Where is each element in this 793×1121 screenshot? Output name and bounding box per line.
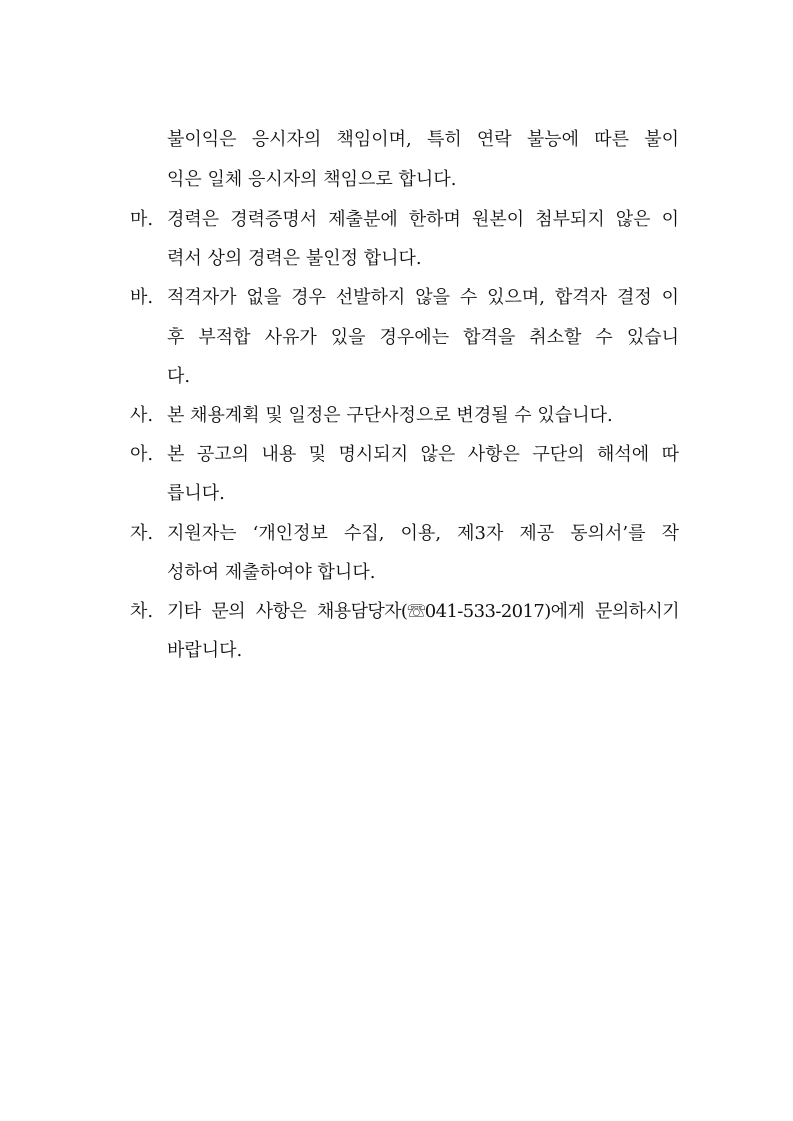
notice-text: 지원자는 ‘개인정보 수집, 이용, 제3자 제공 동의서’를 작: [167, 523, 679, 544]
notice-text: 성하여 제출하여야 합니다.: [167, 562, 376, 583]
notice-text: 릅니다.: [167, 483, 225, 504]
notice-text: 적격자가 없을 경우 선발하지 않을 수 있으며, 합격자 결정 이: [167, 287, 679, 308]
notice-text: 다.: [167, 366, 191, 387]
item-marker: 차.: [130, 601, 154, 622]
item-marker: 자.: [130, 523, 154, 544]
item-marker: 사.: [130, 405, 154, 426]
notice-text: 본 채용계획 및 일정은 구단사정으로 변경될 수 있습니다.: [167, 405, 613, 426]
notice-text: 불이익은 응시자의 책임이며, 특히 연락 불능에 따른 불이: [167, 129, 679, 150]
item-marker: 바.: [130, 287, 154, 308]
notice-text: 력서 상의 경력은 불인정 합니다.: [167, 248, 422, 269]
notice-text: 바랍니다.: [167, 640, 243, 661]
item-marker: 아.: [130, 444, 154, 465]
notice-text: 경력은 경력증명서 제출분에 한하며 원본이 첨부되지 않은 이: [167, 209, 679, 230]
notice-text: 기타 문의 사항은 채용담당자(☏041-533-2017)에게 문의하시기: [167, 601, 679, 622]
notice-text: 본 공고의 내용 및 명시되지 않은 사항은 구단의 해석에 따: [167, 444, 679, 465]
notice-text: 후 부적합 사유가 있을 경우에는 합격을 취소할 수 있습니: [167, 327, 679, 348]
item-marker: 마.: [130, 209, 154, 230]
notice-text: 익은 일체 응시자의 책임으로 합니다.: [167, 169, 457, 190]
